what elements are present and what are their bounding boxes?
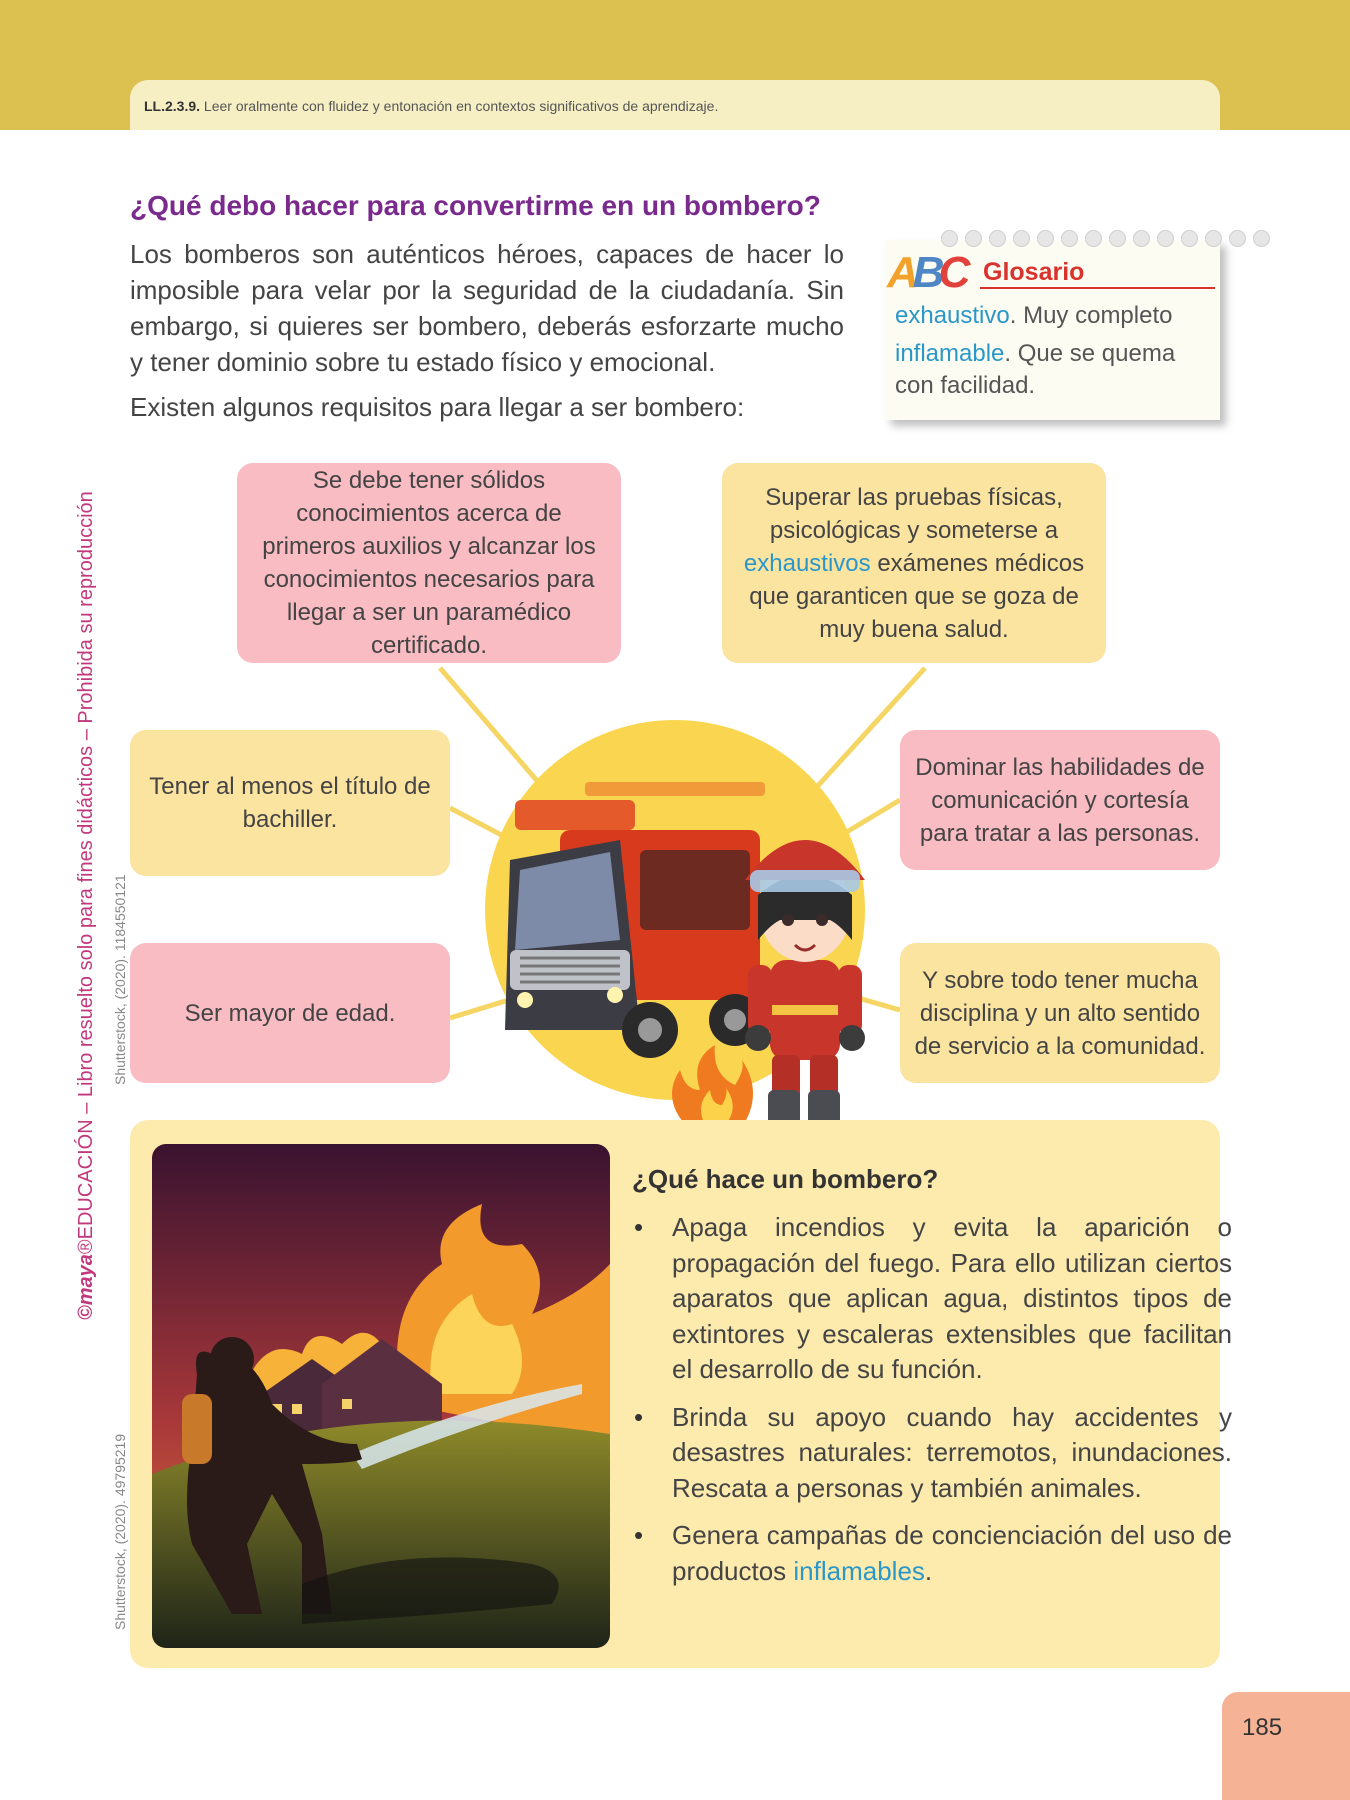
requirement-physical-pre: Superar las pruebas físicas, psicológicas y someterse a [765, 483, 1063, 544]
intro-paragraph: Los bomberos son auténticos héroes, capaces de hacer lo imposible para velar por la seguridad de la ciudadanía. Sin embargo, si quieres ser bombero, deberás esforzarte mucho y tener dominio sobre tu estado físico y emocional. [130, 239, 844, 377]
photo-credit-top: Shutterstock, (2020). 1184550121 [112, 874, 128, 1085]
glossary-title: Glosario [983, 258, 1085, 286]
glossary-definition: . Que se quema con facilidad. [895, 340, 1176, 399]
list-item [672, 1518, 1232, 1589]
firefighter-photo [152, 1144, 610, 1648]
list-item: • Brinda su apoyo cuando hay accidentes y desastres naturales: terremotos, inundaciones. Rescata a personas y también animales. [672, 1400, 1232, 1507]
activities-title: ¿Qué hace un bombero? [632, 1164, 939, 1194]
requirement-communication [900, 730, 1220, 870]
requirement-first-aid [237, 463, 621, 663]
requirement-discipline [900, 943, 1220, 1083]
page-number-tab [1222, 1692, 1350, 1800]
copyright-text: ®EDUCACIÓN – Libro resuelto solo para fines didácticos – Prohibida su reproducción [75, 491, 97, 1255]
skill-code: LL.2.3.9. [144, 98, 201, 114]
requirement-physical-post: exámenes médicos que garanticen que se goza de muy buena salud. [749, 549, 1085, 643]
list-item-keyword: inflamables [793, 1555, 925, 1586]
requirement-physical-keyword: exhaustivos [743, 549, 871, 577]
requirement-physical-tests [722, 463, 1106, 663]
list-item-text: Genera campañas de concienciación del uso de productos [672, 1520, 1232, 1586]
skill-description: Leer oralmente con fluidez y entonación en contextos significativos de aprendizaje. [203, 98, 719, 114]
activities-list [632, 1210, 1232, 1601]
requirement-bachelor [130, 730, 450, 876]
brand-logo-text: ©maya [75, 1254, 97, 1320]
glossary-term: inflamable [895, 340, 1005, 367]
firefighter-child-icon [745, 840, 865, 1135]
intro-requirements-line: Existen algunos requisitos para llegar a ser bombero: [130, 392, 745, 422]
abc-logo-icon: ABC [887, 248, 965, 297]
requirement-physical-tests-text [736, 481, 1092, 646]
requirement-communication-text: Dominar las habilidades de comunicación y cortesía para tratar a las personas. [915, 753, 1205, 847]
requirement-adult [130, 943, 450, 1083]
page-number: 185 [1242, 1714, 1283, 1741]
glossary-term: exhaustivo [895, 302, 1010, 329]
requirement-bachelor-text: Tener al menos el título de bachiller. [149, 773, 431, 833]
glossary-definition: . Muy completo [1009, 302, 1173, 329]
requirement-adult-text: Ser mayor de edad. [184, 999, 396, 1027]
requirement-first-aid-text: Se debe tener sólidos conocimientos acerca de primeros auxilios y alcanzar los conocimientos necesarios para llegar a ser un paramédico certificado. [262, 467, 596, 659]
list-item: • Apaga incendios y evita la aparición o propagación del fuego. Para ello utilizan ciertos aparatos que aplican agua, distintos tipos de extintores y escaleras extensibles que facilitan el desarrollo de su función. [672, 1210, 1232, 1388]
list-item-end: . [924, 1555, 933, 1586]
photo-credit-bottom: Shutterstock, (2020). 49795219 [112, 1433, 128, 1630]
requirement-discipline-text: Y sobre todo tener mucha disciplina y un alto sentido de servicio a la comunidad. [914, 966, 1206, 1060]
page-title: ¿Qué debo hacer para convertirme en un bombero? [130, 190, 821, 221]
